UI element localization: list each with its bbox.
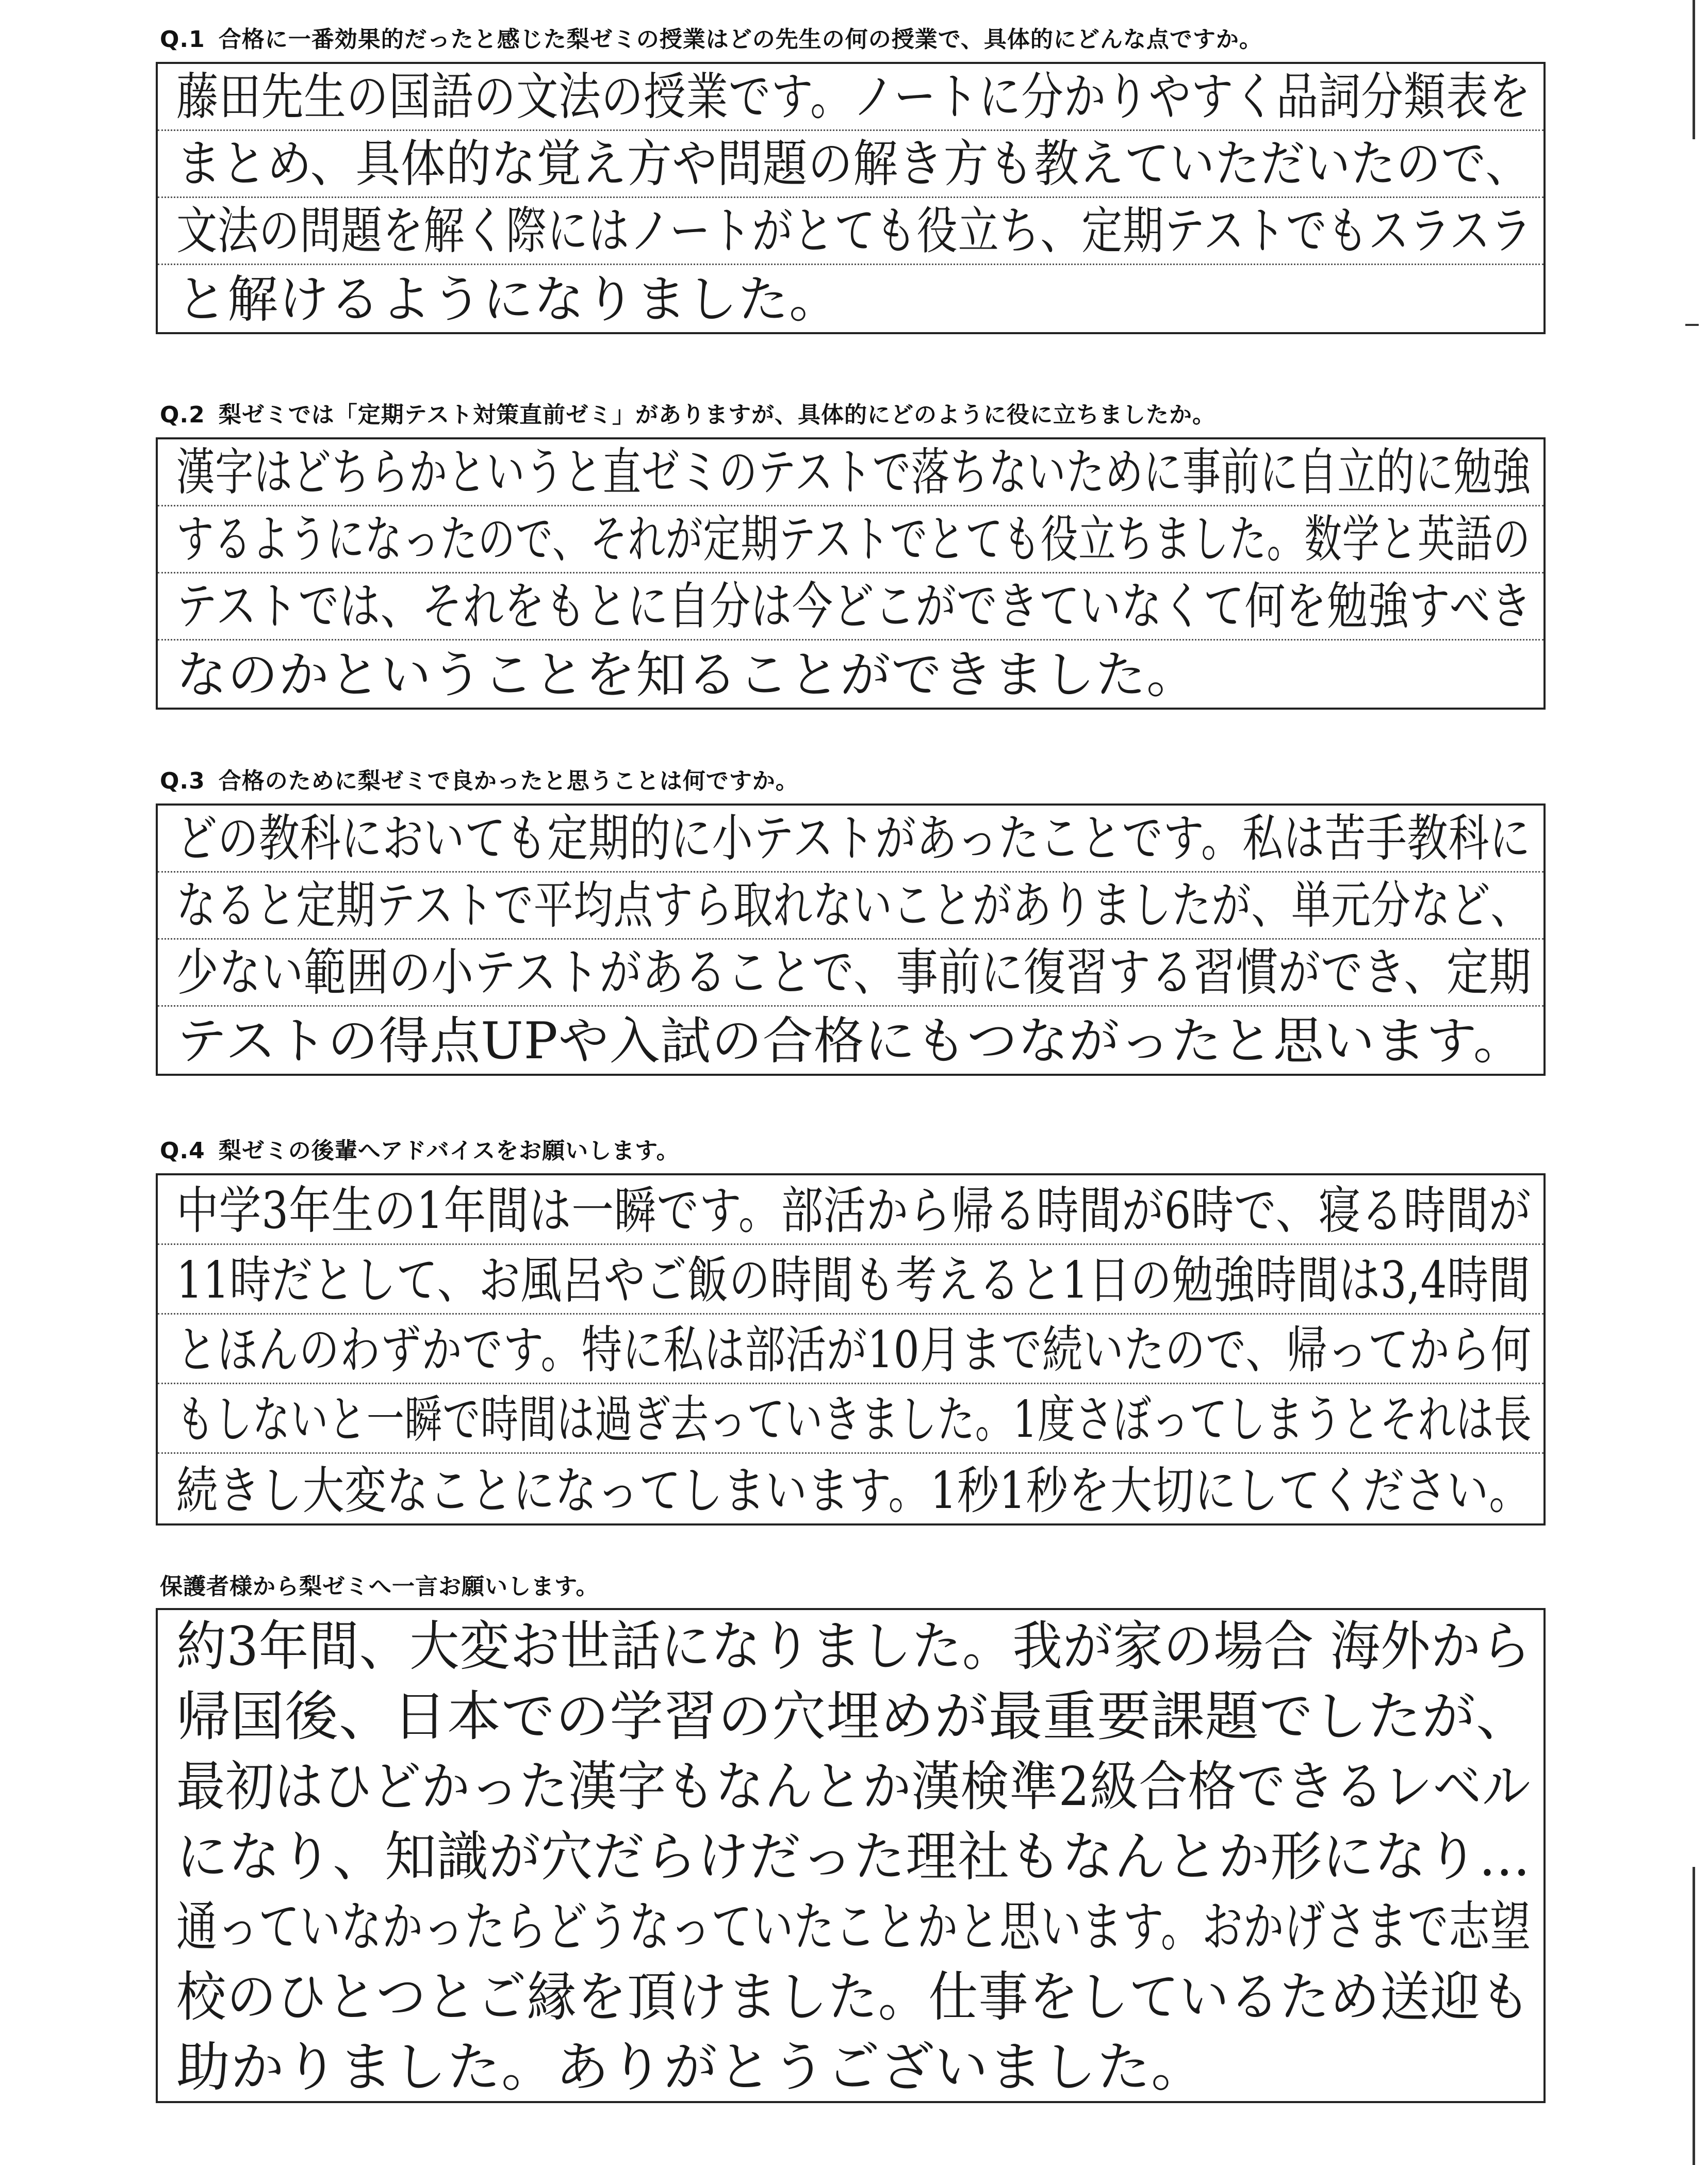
question-text: 梨ゼミの後輩へアドバイスをお願いします。 [218,1138,680,1164]
answer-line: と解けるようになりました。 [176,270,841,329]
scan-edge-dash [1685,324,1699,326]
question-heading-3 [160,762,799,795]
question-text: 合格に一番効果的だったと感じた梨ゼミの授業はどの先生の何の授業で、具体的にどんな点ですか。 [218,26,1262,53]
question-heading-1 [160,21,1262,54]
answer-line: テストの得点UPや入試の合格にもつながったと思います。 [176,1012,1524,1071]
question-number: Q.2 [160,402,205,428]
parent-heading [160,1568,599,1601]
answer-line: なると定期テストで平均点すら取れないことがありましたが、単元分など、 [158,873,1543,940]
scan-edge-mark [1693,1867,1695,2165]
parent-line: 約3年間、大変お世話になりました。我が家の場合 海外から [176,1615,1532,1678]
question-heading-2 [160,396,1216,429]
answer-box-3 [156,803,1546,1076]
answer-line: 藤田先生の国語の文法の授業です。ノートに分かりやすく品詞分類表を [158,64,1543,131]
answer-line: まとめ、具体的な覚え方や問題の解き方も教えていただいたので、 [158,131,1543,198]
parent-message-box [156,1608,1546,2103]
answer-line: 11時だとして、お風呂やご飯の時間も考えると1日の勉強時間は3,4時間 [158,1245,1543,1315]
question-number: Q.4 [160,1138,205,1164]
answer-line: もしないと一瞬で時間は過ぎ去っていきました。1度さぼってしまうとそれは長 [158,1384,1543,1454]
parent-heading-text: 保護者様から梨ゼミへ一言お願いします。 [160,1573,599,1600]
parent-line: 最初はひどかった漢字もなんとか漢検準2級合格できるレベル [176,1755,1531,1818]
answer-line: するようになったので、それが定期テストでとても役立ちました。数学と英語の [158,506,1543,573]
scan-edge-mark [1693,0,1695,139]
answer-box-4 [156,1173,1546,1526]
parent-line: になり、知識が穴だらけだった理社もなんとか形になり… [176,1825,1531,1888]
answer-line: 文法の問題を解く際にはノートがとても役立ち、定期テストでもスラスラ [158,198,1543,265]
parent-line: 帰国後、日本での学習の穴埋めが最重要課題でしたが、 [176,1685,1531,1748]
answer-line: とほんのわずかです。特に私は部活が10月まで続いたので、帰ってから何 [158,1315,1543,1384]
answer-line: 漢字はどちらかというと直ゼミのテストで落ちないために事前に自立的に勉強 [158,439,1543,506]
answer-line: テストでは、それをもとに自分は今どこができていなくて何を勉強すべき [158,573,1543,641]
parent-line: 校のひとつとご縁を頂けました。仕事をしているため送迎も [176,1965,1531,2028]
question-text: 梨ゼミでは「定期テスト対策直前ゼミ」がありますが、具体的にどのように役に立ちましたか。 [218,402,1216,428]
question-number: Q.1 [160,26,205,53]
answer-line: 続きし大変なことになってしまいます。1秒1秒を大切にしてください。 [176,1462,1531,1520]
answer-box-1 [156,62,1546,334]
question-heading-4 [160,1132,680,1165]
answer-line: 少ない範囲の小テストがあることで、事前に復習する習慣ができ、定期 [158,940,1543,1007]
answer-line: なのかということを知ることができました。 [176,646,1198,704]
answer-line: 中学3年生の1年間は一瞬です。部活から帰る時間が6時で、寝る時間が [158,1175,1543,1245]
question-text: 合格のために梨ゼミで良かったと思うことは何ですか。 [218,768,799,794]
question-number: Q.3 [160,768,205,794]
parent-line: 通っていなかったらどうなっていたことかと思います。おかげさまで志望 [176,1895,1532,1958]
parent-line: 助かりました。ありがとうございました。 [176,2036,1206,2098]
answer-box-2 [156,437,1546,710]
answer-line: どの教科においても定期的に小テストがあったことです。私は苦手教科に [158,806,1543,873]
